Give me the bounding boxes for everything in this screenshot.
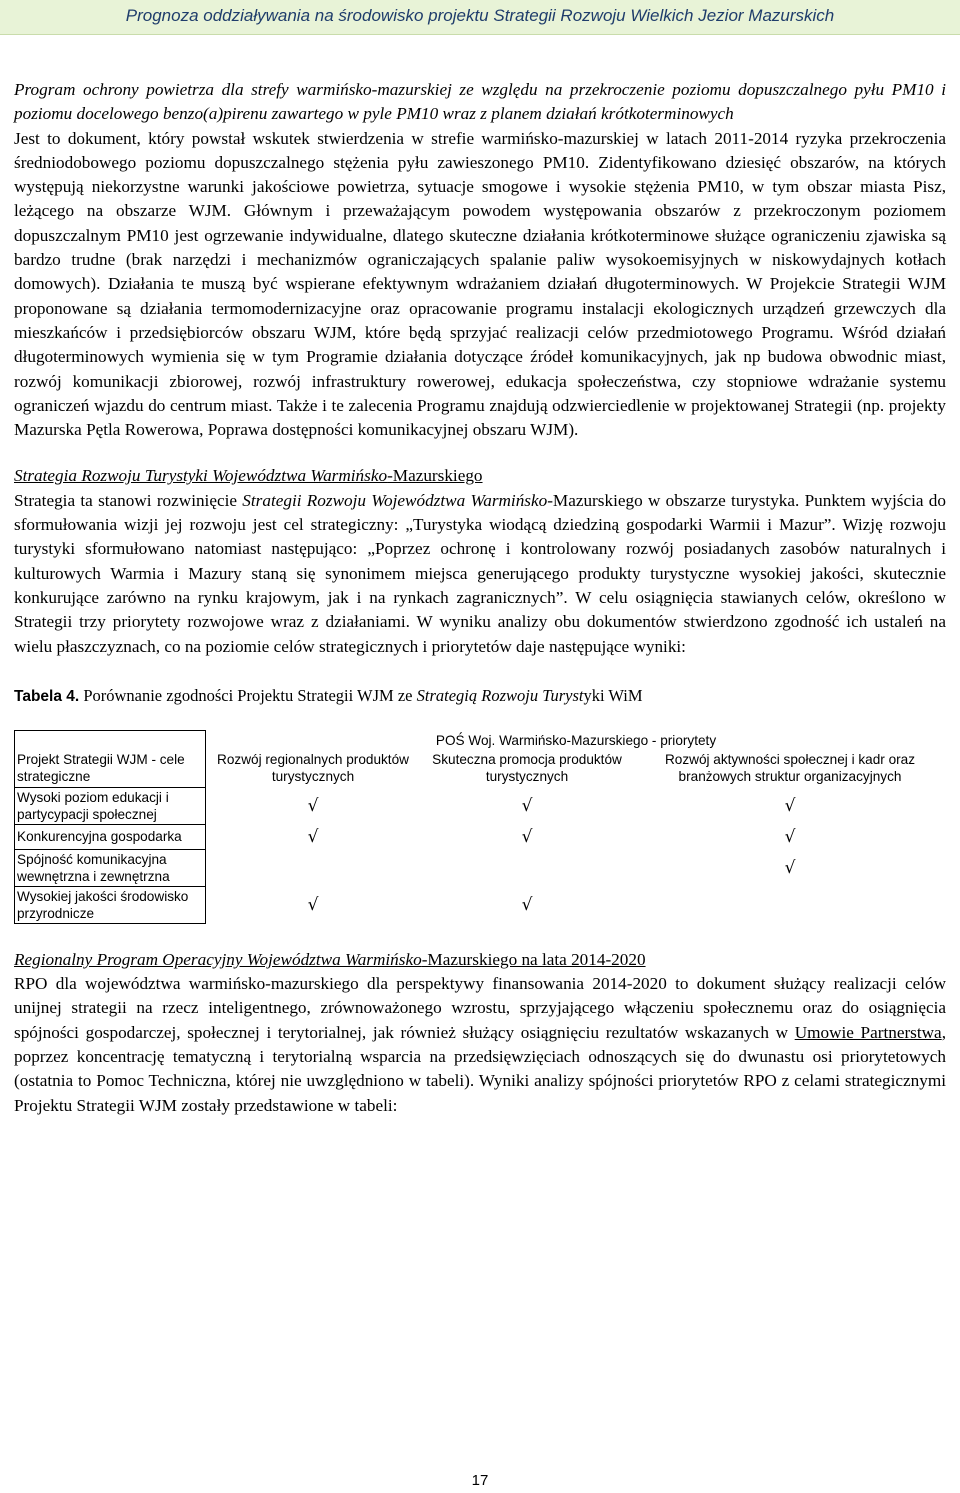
section-title-air-protection: Program ochrony powietrza dla strefy warmińsko-mazurskiej ze względu na przekroczenie poziomu dopuszczalnego pyłu PM10 i poziomu docelowego benzo(a)pirenu zawartego w pyle PM10 wraz z planem działań krótkoterminowych (14, 80, 946, 124)
table-caption-label: Tabela 4. (14, 687, 80, 705)
table-row (15, 824, 947, 849)
table-caption-italic: Strategią Rozwoju Turyst (416, 685, 584, 705)
check-mark: √ (521, 795, 533, 816)
header-title: Prognoza oddziaływania na środowisko projektu Strategii Rozwoju Wielkich Jezior Mazurskich (125, 6, 835, 25)
table-row-label: Konkurencyjna gospodarka (15, 824, 206, 849)
table-row-label: Wysoki poziom edukacji i partycypacji społecznej (15, 787, 206, 824)
check-mark: √ (521, 894, 533, 915)
table-column-header: Skuteczna promocja produktów turystycznych (432, 752, 622, 785)
check-mark (206, 849, 421, 886)
check-mark: √ (307, 795, 319, 816)
table-row-label: Wysokiej jakości środowisko przyrodnicze (15, 886, 206, 923)
check-mark: √ (784, 857, 796, 878)
table-caption-b: yki WiM (583, 685, 643, 705)
table-row (15, 787, 947, 824)
section-title-rpo-rest: -Mazurskiego na lata 2014-2020 (421, 949, 646, 969)
paragraph-tourism-strategy (14, 489, 946, 659)
table-caption-a: Porównanie zgodności Projektu Strategii WJM ze (79, 685, 417, 705)
table-group-header: POŚ Woj. Warmińsko-Mazurskiego - priorytety (435, 733, 717, 749)
paragraph-rpo (14, 972, 946, 1118)
check-mark: √ (521, 826, 533, 847)
rpo-body-a: RPO dla województwa warmińsko-mazurskiego dla perspektywy finansowania 2014-2020 to dokument służący realizacji celów unijnej strategii na rzecz inteligentnego, zrównoważonego wzrostu, sprzyjającego włączeniu społecznemu oraz do osiągnięcia spójności gospodarczej, społecznej i terytorialnej, jak również służący osiągnięciu rezultatów wskazanych w (14, 974, 946, 1042)
tourism-body-a: Strategia ta stanowi rozwinięcie (14, 490, 243, 510)
check-mark: √ (784, 795, 796, 816)
check-mark: √ (307, 894, 319, 915)
partnership-agreement-link[interactable]: Umowie Partnerstwa (794, 1022, 942, 1042)
table-corner-header: Projekt Strategii WJM - cele strategiczne (15, 730, 206, 787)
section-title-rpo-italic: Regionalny Program Operacyjny Województwa Warmińsko (14, 949, 422, 969)
check-mark (634, 886, 946, 923)
tourism-body-italic: Strategii Rozwoju Województwa Warmińsko (242, 490, 548, 510)
check-mark (420, 849, 634, 886)
table-group-header-row (15, 730, 947, 749)
table-column-header: Rozwój aktywności społecznej i kadr oraz branżowych struktur organizacyjnych (664, 752, 916, 785)
running-header (0, 0, 960, 35)
comparison-table (14, 730, 946, 924)
page-number: 17 (471, 1472, 489, 1489)
section-title-rpo (14, 948, 946, 972)
section-title-tourism-rest: -Mazurskiego (387, 466, 483, 486)
rpo-body-b: , poprzez koncentrację tematyczną i terytorialną wsparcia na przedsięwzięciach odnoszących się do dwunastu osi priorytetowych (ostatnia to Pomoc Techniczna, której nie uwzględniono w tabeli). Wyniki analizy spójności priorytetów RPO z celami strategicznymi Projektu Strategii WJM zostały przedstawione w tabeli: (14, 1022, 946, 1115)
table-row (15, 849, 947, 886)
check-mark: √ (784, 826, 796, 847)
paragraph-air-protection: Jest to dokument, który powstał wskutek stwierdzenia w strefie warmińsko-mazurskiej w latach 2011-2014 ryzyka przekroczenia średniodobowego poziomu dopuszczalnego stężenia pyłu zawieszonego PM10. Zidentyfikowano dziesięć obszarów, na których występują niekorzystne warunki jakościowe powietrza, sytuacje smogowe i wysokie stężenia PM10, w tym obszar miasta Pisz, leżącego na obszarze WJM. Głównym i przeważającym powodem występowania obszarów z przekroczonym poziomem dopuszczalnym PM10 jest ogrzewanie indywidualne, dlatego skuteczne działania krótkoterminowe służące ograniczeniu zjawiska są bardzo trudne (brak narzędzi i mechanizmów ograniczających spalanie paliw wysokoemisyjnych w niskowydajnych kotłach domowych). Działania te muszą być wspierane efektywnym wdrażaniem działań długoterminowych. W Projekcie Strategii WJM proponowane są działania termomodernizacyjne oraz opracowanie programu instalacji ekologicznych urządzeń grzewczych dla mieszkańców i przedsiębiorców obszaru WJM, które będą sprzyjać realizacji celów przedmiotowego Programu. Wśród działań długoterminowych wymienia się w tym Programie działania dotyczące źródeł komunikacyjnych, jak np budowa obwodnic miast, rozwój komunikacji zbiorowej, rozwój infrastruktury rowerowej, edukacja społeczeństwa, czy stopniowe wdrażanie systemu ograniczeń wjazdu do centrum miast. Także i te zalecenia Programu znajdują odzwierciedlenie w projektowanej Strategii (np. projekty Mazurska Pętla Rowerowa, Poprawa dostępności komunikacyjnej obszaru WJM). (14, 128, 946, 440)
page-content (14, 78, 946, 1118)
section-title-tourism-strategy (14, 464, 946, 488)
table-caption (14, 685, 946, 708)
table-row (15, 886, 947, 923)
section-title-tourism-italic: Strategia Rozwoju Turystyki Województwa Warmińsko (14, 466, 388, 486)
check-mark: √ (307, 826, 319, 847)
table-column-header: Rozwój regionalnych produktów turystycznych (217, 752, 409, 785)
tourism-body-b: -Mazurskiego w obszarze turystyka. Punktem wyjścia do sformułowania wizji jej rozwoju jest cel strategiczny: „Turystyka wiodącą dziedziną gospodarki Warmii i Mazur”. Wizję rozwoju turystyki sformułowano natomiast następująco: „Poprzez ochronę i kontrolowany rozwój posiadanych zasobów naturalnych i kulturowych Warmia i Mazury staną się synonimem miejsca generującego produkty turystyczne wysokiej jakości, skutecznie konkurujące zarówno na rynku krajowym, jak i na rynkach zagranicznych”. W celu osiągnięcia stawianych celów, określono w Strategii trzy priorytety rozwojowe wraz z działaniami. W wyniku analizy obu dokumentów stwierdzono zgodność ich ustaleń na wielu płaszczyznach, co na poziomie celów strategicznych i priorytetów daje następujące wyniki: (14, 490, 946, 656)
table-row-label: Spójność komunikacyjna wewnętrzna i zewnętrzna (15, 849, 206, 886)
